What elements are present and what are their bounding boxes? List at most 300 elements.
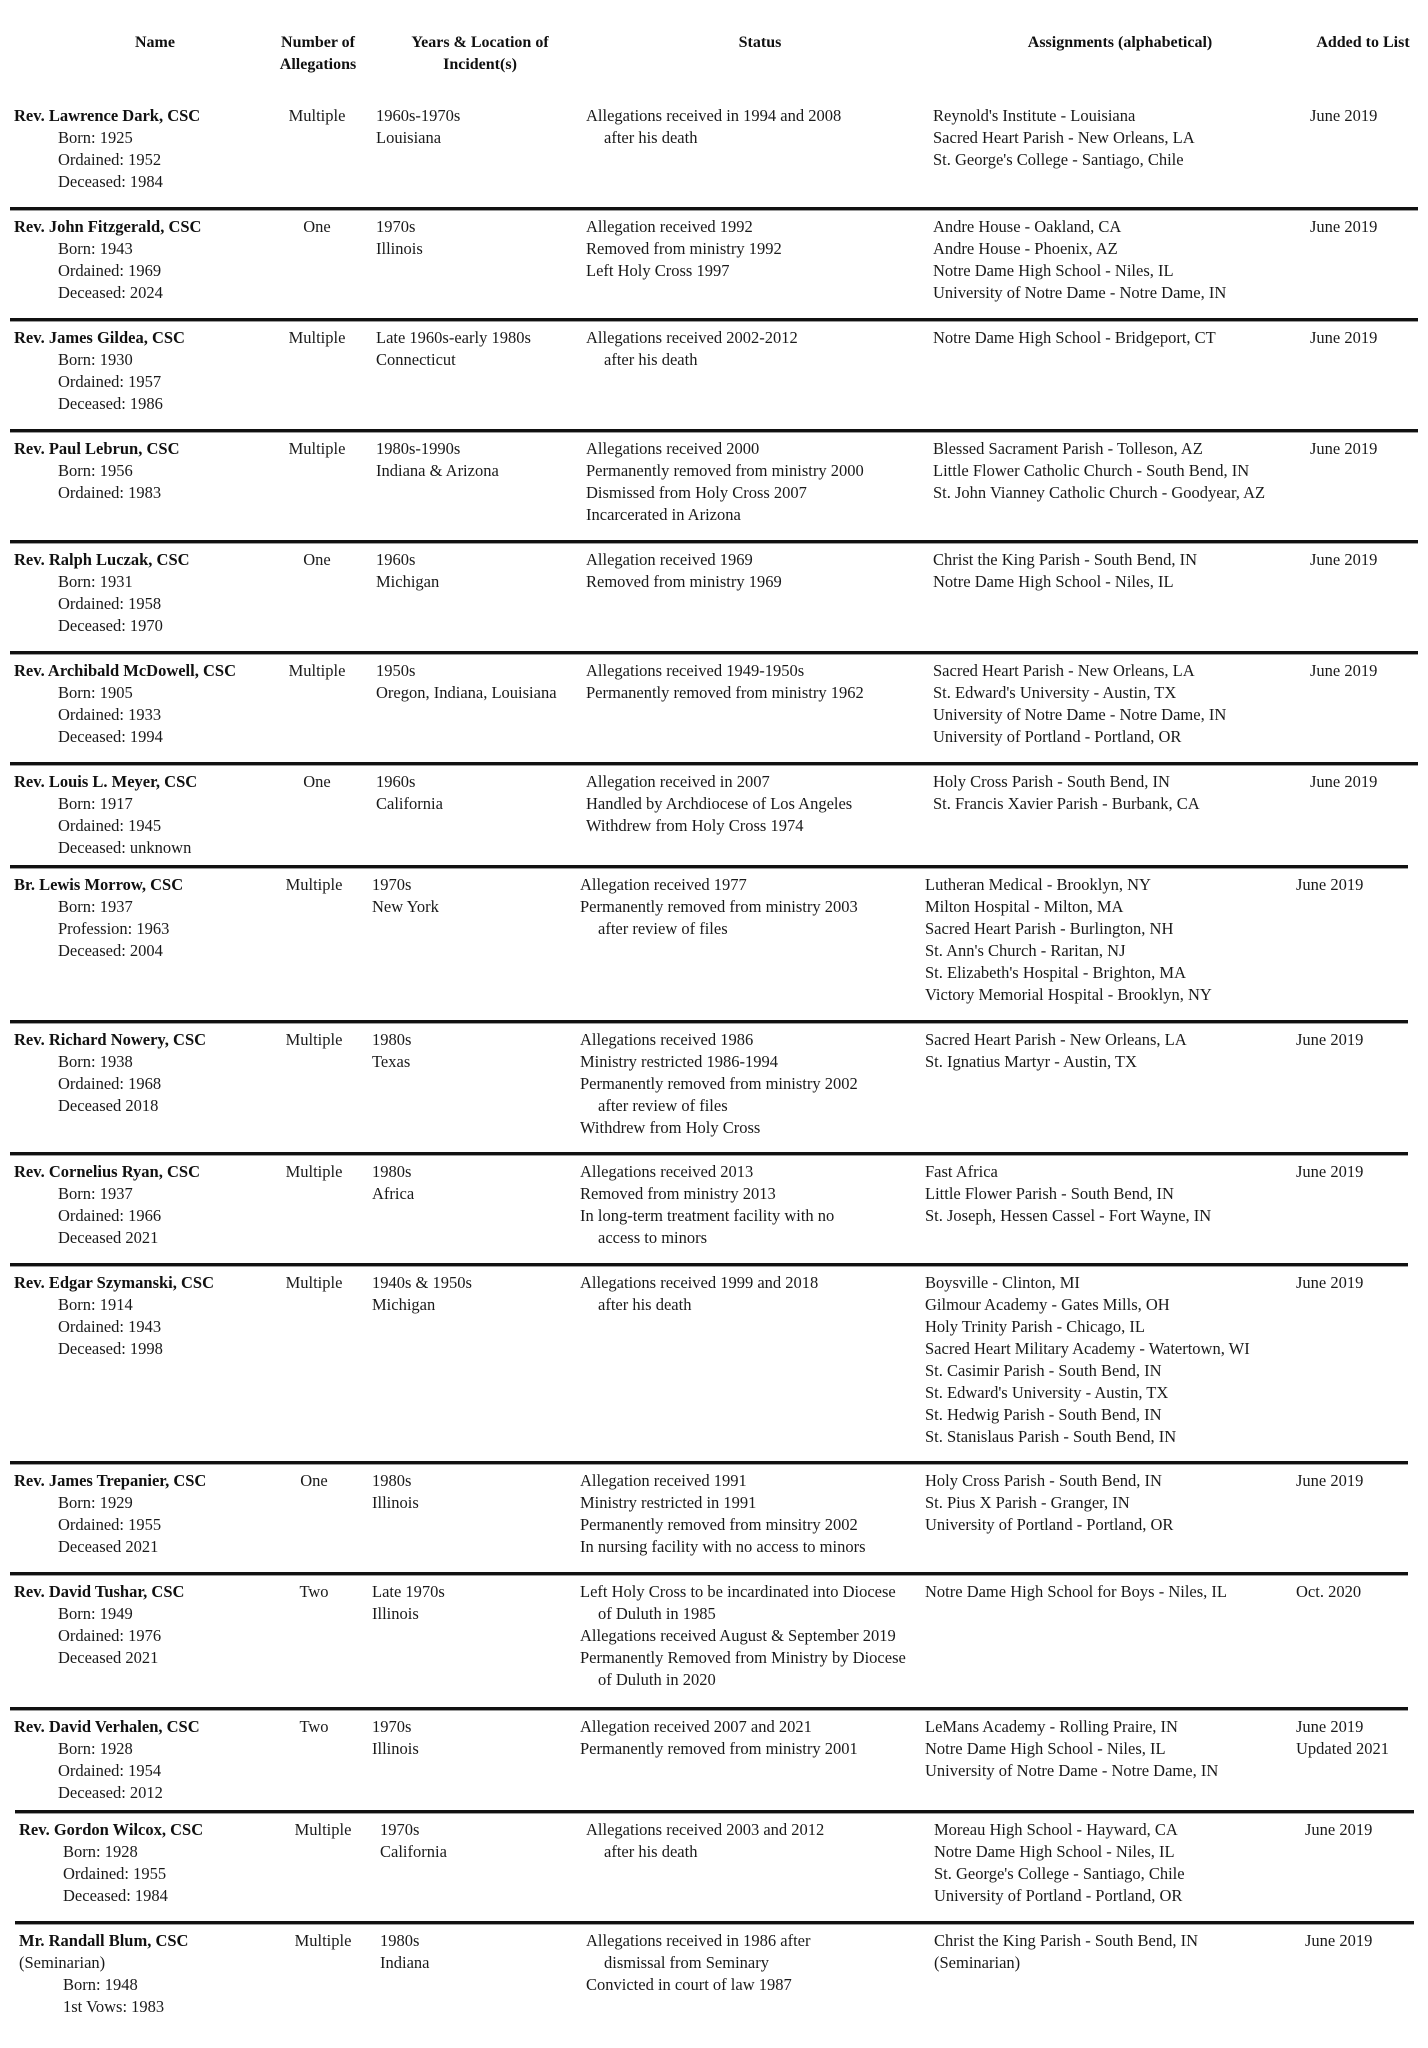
assignment-item: Little Flower Catholic Church - South Bend, IN: [933, 461, 1250, 480]
years-location-line: California: [376, 794, 443, 813]
allegation-count: Multiple: [288, 106, 346, 125]
status-line: Permanently removed from ministry 2002: [580, 1074, 858, 1093]
years-location-cell: [380, 1819, 447, 1863]
assignments-cell: [934, 1930, 1198, 1974]
allegation-count: Multiple: [285, 875, 343, 894]
added-to-list-cell: [1296, 874, 1363, 896]
years-location-cell: [376, 216, 423, 260]
assignment-item: Moreau High School - Hayward, CA: [934, 1820, 1178, 1839]
years-location-cell: [372, 1470, 419, 1514]
added-to-list-cell: [1310, 327, 1377, 349]
name-note: (Seminarian): [19, 1953, 106, 1972]
years-location-line: Indiana & Arizona: [376, 461, 499, 480]
status-line: Ministry restricted in 1991: [580, 1493, 757, 1512]
status-line: Allegation received 2007 and 2021: [580, 1717, 812, 1736]
added-to-list-cell: [1310, 216, 1377, 238]
added-to-list-cell: [1296, 1470, 1363, 1492]
allegation-count: Multiple: [288, 661, 346, 680]
added-date: June 2019: [1310, 439, 1378, 458]
row-separator: [10, 540, 1418, 544]
row-separator: [10, 318, 1418, 322]
added-to-list-cell: [1296, 1161, 1363, 1183]
assignment-item: University of Notre Dame - Notre Dame, IN: [933, 283, 1227, 302]
row-separator: [15, 1810, 1414, 1814]
added-date: June 2019: [1310, 328, 1378, 347]
name-cell: [14, 1716, 200, 1804]
added-to-list-cell: [1305, 1819, 1372, 1841]
status-line: Removed from ministry 1992: [586, 239, 782, 258]
assignment-item: Notre Dame High School - Niles, IL: [925, 1739, 1166, 1758]
assignments-cell: [925, 1716, 1218, 1782]
status-cell: [586, 1819, 824, 1863]
priest-detail: Ordained: 1968: [58, 1074, 162, 1093]
added-to-list-cell: [1310, 438, 1377, 460]
priest-detail: Ordained: 1958: [58, 594, 162, 613]
status-line: dismissal from Seminary: [604, 1953, 769, 1972]
header-number-line2: Allegations: [279, 56, 357, 73]
priest-detail: Deceased: unknown: [58, 838, 192, 857]
years-location-line: 1980s: [372, 1162, 412, 1181]
priest-detail: Born: 1905: [58, 683, 133, 702]
status-line: Incarcerated in Arizona: [586, 505, 741, 524]
years-location-cell: [376, 327, 531, 371]
name-cell: [14, 1581, 184, 1669]
name-cell: [14, 1161, 200, 1249]
years-location-cell: [376, 549, 439, 593]
priest-detail: Ordained: 1945: [58, 816, 162, 835]
row-separator: [10, 1020, 1408, 1024]
priest-detail: Deceased: 1970: [58, 616, 163, 635]
added-to-list-cell: [1310, 549, 1377, 571]
priest-name: Rev. Richard Nowery, CSC: [14, 1030, 207, 1049]
priest-detail: Profession: 1963: [58, 919, 170, 938]
years-location-cell: [372, 1161, 414, 1205]
name-cell: [14, 771, 197, 859]
years-location-cell: [372, 1716, 419, 1760]
assignment-item: (Seminarian): [934, 1953, 1021, 1972]
assignment-item: Reynold's Institute - Louisiana: [933, 106, 1136, 125]
status-line: Allegation received 1992: [586, 217, 753, 236]
added-date: June 2019: [1310, 772, 1378, 791]
status-line: after review of files: [598, 919, 728, 938]
added-date: June 2019: [1296, 1162, 1364, 1181]
priest-detail: Born: 1928: [58, 1739, 133, 1758]
row-separator: [10, 1572, 1408, 1576]
status-cell: [580, 1470, 866, 1558]
assignment-item: Milton Hospital - Milton, MA: [925, 897, 1124, 916]
name-cell: [14, 660, 236, 748]
assignment-item: St. Casimir Parish - South Bend, IN: [925, 1361, 1162, 1380]
priest-detail: Deceased: 1984: [58, 172, 163, 191]
assignment-item: University of Portland - Portland, OR: [925, 1515, 1174, 1534]
priest-detail: Deceased 2021: [58, 1537, 159, 1556]
priest-detail: Ordained: 1952: [58, 150, 162, 169]
priest-detail: Born: 1917: [58, 794, 133, 813]
assignment-item: St. Ignatius Martyr - Austin, TX: [925, 1052, 1137, 1071]
assignment-item: Notre Dame High School for Boys - Niles, IL: [925, 1582, 1227, 1601]
assignment-item: St. John Vianney Catholic Church - Goodyear, AZ: [933, 483, 1266, 502]
added-date: June 2019: [1296, 1273, 1364, 1292]
status-line: Left Holy Cross 1997: [586, 261, 730, 280]
status-line: Allegations received 2013: [580, 1162, 754, 1181]
priest-detail: 1st Vows: 1983: [63, 1997, 165, 2016]
status-cell: [580, 1716, 858, 1760]
status-cell: [586, 771, 852, 837]
status-cell: [580, 1161, 834, 1249]
status-line: of Duluth in 1985: [598, 1604, 716, 1623]
assignment-item: St. George's College - Santiago, Chile: [933, 150, 1184, 169]
assignment-item: LeMans Academy - Rolling Praire, IN: [925, 1717, 1178, 1736]
assignment-item: Sacred Heart Parish - New Orleans, LA: [925, 1030, 1187, 1049]
assignment-item: Sacred Heart Parish - Burlington, NH: [925, 919, 1174, 938]
priest-detail: Born: 1928: [63, 1842, 138, 1861]
allegation-count: One: [303, 217, 331, 236]
priest-detail: Born: 1930: [58, 350, 133, 369]
allegation-count: Multiple: [294, 1931, 352, 1950]
years-location-line: Illinois: [372, 1604, 419, 1623]
allegation-count: Two: [299, 1717, 329, 1736]
assignments-cell: [933, 549, 1197, 593]
priest-detail: Deceased 2018: [58, 1096, 159, 1115]
allegation-count: One: [300, 1471, 328, 1490]
status-line: of Duluth in 2020: [598, 1670, 716, 1689]
years-location-line: 1970s: [376, 217, 416, 236]
assignment-item: Notre Dame High School - Niles, IL: [934, 1842, 1175, 1861]
assignment-item: Notre Dame High School - Niles, IL: [933, 261, 1174, 280]
years-location-cell: [372, 1029, 411, 1073]
priest-detail: Ordained: 1954: [58, 1761, 162, 1780]
added-date: June 2019: [1310, 106, 1378, 125]
allegation-count: Multiple: [288, 439, 346, 458]
assignment-item: Sacred Heart Military Academy - Watertown, WI: [925, 1339, 1250, 1358]
added-to-list-cell: [1310, 105, 1377, 127]
status-line: after his death: [604, 350, 698, 369]
priest-detail: Born: 1937: [58, 897, 133, 916]
status-cell: [580, 874, 858, 940]
assignments-cell: [925, 1470, 1173, 1536]
added-to-list-cell: [1310, 660, 1377, 682]
years-location-line: Connecticut: [376, 350, 456, 369]
assignment-item: Fast Africa: [925, 1162, 998, 1181]
assignments-cell: [925, 874, 1212, 1006]
status-cell: [586, 660, 864, 704]
priest-detail: Deceased 2021: [58, 1648, 159, 1667]
status-line: Permanently removed from ministry 2003: [580, 897, 858, 916]
status-cell: [580, 1029, 858, 1139]
priest-detail: Born: 1956: [58, 461, 133, 480]
name-cell: [19, 1930, 188, 2018]
status-line: Withdrew from Holy Cross: [580, 1118, 761, 1137]
assignment-item: St. Ann's Church - Raritan, NJ: [925, 941, 1126, 960]
assignment-item: Boysville - Clinton, MI: [925, 1273, 1080, 1292]
assignment-item: Victory Memorial Hospital - Brooklyn, NY: [925, 985, 1212, 1004]
added-date: June 2019: [1296, 1717, 1364, 1736]
added-date: June 2019: [1305, 1931, 1373, 1950]
priest-detail: Deceased: 1998: [58, 1339, 163, 1358]
assignment-item: Holy Cross Parish - South Bend, IN: [925, 1471, 1162, 1490]
priest-name: Rev. Cornelius Ryan, CSC: [14, 1162, 200, 1181]
assignments-cell: [933, 216, 1226, 304]
added-date: Oct. 2020: [1296, 1582, 1362, 1601]
years-location-cell: [376, 105, 460, 149]
priest-detail: Born: 1943: [58, 239, 133, 258]
status-line: Withdrew from Holy Cross 1974: [586, 816, 804, 835]
years-location-cell: [376, 660, 557, 704]
status-line: Removed from ministry 1969: [586, 572, 782, 591]
priest-detail: Born: 1937: [58, 1184, 133, 1203]
years-location-line: Texas: [372, 1052, 411, 1071]
years-location-line: New York: [372, 897, 439, 916]
priest-name: Rev. Ralph Luczak, CSC: [14, 550, 190, 569]
status-line: Allegation received 1977: [580, 875, 747, 894]
status-line: Allegations received 2003 and 2012: [586, 1820, 825, 1839]
status-line: Permanently Removed from Ministry by Diocese: [580, 1648, 906, 1667]
priest-name: Rev. Louis L. Meyer, CSC: [14, 772, 198, 791]
years-location-line: 1950s: [376, 661, 416, 680]
years-location-line: California: [380, 1842, 447, 1861]
assignment-item: Blessed Sacrament Parish - Tolleson, AZ: [933, 439, 1203, 458]
priest-detail: Deceased 2021: [58, 1228, 159, 1247]
status-line: Allegations received August & September 2019: [580, 1626, 896, 1645]
status-cell: [580, 1581, 906, 1691]
added-date: June 2019: [1296, 875, 1364, 894]
priest-detail: Deceased: 1994: [58, 727, 163, 746]
priest-name: Rev. David Tushar, CSC: [14, 1582, 185, 1601]
years-location-line: 1970s: [380, 1820, 420, 1839]
years-location-line: 1970s: [372, 875, 412, 894]
status-cell: [586, 1930, 811, 1996]
added-date: June 2019: [1305, 1820, 1373, 1839]
added-date: Updated 2021: [1296, 1739, 1390, 1758]
years-location-line: Illinois: [372, 1739, 419, 1758]
years-location-line: Louisiana: [376, 128, 442, 147]
status-line: Allegations received 1999 and 2018: [580, 1273, 819, 1292]
assignment-item: St. Francis Xavier Parish - Burbank, CA: [933, 794, 1200, 813]
assignments-cell: [933, 105, 1195, 171]
assignment-item: University of Notre Dame - Notre Dame, IN: [933, 705, 1227, 724]
years-location-line: 1970s: [372, 1717, 412, 1736]
assignments-cell: [925, 1581, 1227, 1603]
status-cell: [586, 216, 782, 282]
added-date: June 2019: [1296, 1030, 1364, 1049]
priest-name: Mr. Randall Blum, CSC: [19, 1931, 189, 1950]
priest-detail: Ordained: 1955: [58, 1515, 162, 1534]
priest-detail: Ordained: 1955: [63, 1864, 167, 1883]
status-line: Handled by Archdiocese of Los Angeles: [586, 794, 853, 813]
added-to-list-cell: [1296, 1581, 1361, 1603]
name-cell: [14, 216, 201, 304]
status-line: Allegation received 1991: [580, 1471, 747, 1490]
years-location-line: 1960s-1970s: [376, 106, 461, 125]
years-location-line: 1980s: [380, 1931, 420, 1950]
added-to-list-cell: [1305, 1930, 1372, 1952]
allegation-count: Two: [299, 1582, 329, 1601]
years-location-cell: [376, 771, 443, 815]
header-number-of-allegations: [258, 32, 378, 76]
priest-detail: Deceased: 2004: [58, 941, 163, 960]
priest-name: Rev. James Gildea, CSC: [14, 328, 185, 347]
name-cell: [14, 1470, 206, 1558]
assignment-item: St. George's College - Santiago, Chile: [934, 1864, 1185, 1883]
assignments-cell: [925, 1161, 1211, 1227]
row-separator: [10, 1152, 1408, 1156]
assignment-item: Notre Dame High School - Bridgeport, CT: [933, 328, 1216, 347]
status-cell: [580, 1272, 818, 1316]
priest-name: Rev. Lawrence Dark, CSC: [14, 106, 201, 125]
status-cell: [586, 438, 864, 526]
years-location-line: 1980s: [372, 1030, 412, 1049]
priest-name: Rev. Edgar Szymanski, CSC: [14, 1273, 215, 1292]
assignment-item: University of Portland - Portland, OR: [934, 1886, 1183, 1905]
allegation-count: Multiple: [285, 1030, 343, 1049]
priest-detail: Born: 1949: [58, 1604, 133, 1623]
allegation-count: Multiple: [294, 1820, 352, 1839]
allegation-count: Multiple: [285, 1273, 343, 1292]
status-line: after his death: [598, 1295, 692, 1314]
assignment-item: St. Edward's University - Austin, TX: [933, 683, 1177, 702]
row-separator: [10, 762, 1418, 766]
name-cell: [14, 1029, 206, 1117]
allegation-count: One: [303, 772, 331, 791]
status-line: Allegations received in 1986 after: [586, 1931, 811, 1950]
header-years-location: [380, 32, 580, 76]
added-to-list-cell: [1296, 1716, 1389, 1760]
status-line: Dismissed from Holy Cross 2007: [586, 483, 807, 502]
assignment-item: Andre House - Oakland, CA: [933, 217, 1122, 236]
assignment-item: Gilmour Academy - Gates Mills, OH: [925, 1295, 1170, 1314]
added-to-list-cell: [1296, 1029, 1363, 1051]
status-line: Permanently removed from minsitry 2002: [580, 1515, 858, 1534]
priest-detail: Born: 1938: [58, 1052, 133, 1071]
assignment-item: Notre Dame High School - Niles, IL: [933, 572, 1174, 591]
priest-detail: Born: 1931: [58, 572, 133, 591]
status-line: Allegations received in 1994 and 2008: [586, 106, 842, 125]
row-separator: [10, 1707, 1408, 1711]
years-location-line: Indiana: [380, 1953, 430, 1972]
name-cell: [14, 327, 185, 415]
row-separator: [15, 1921, 1414, 1925]
assignments-cell: [925, 1029, 1187, 1073]
status-line: after his death: [604, 128, 698, 147]
priest-name: Br. Lewis Morrow, CSC: [14, 875, 184, 894]
assignment-item: Holy Trinity Parish - Chicago, IL: [925, 1317, 1146, 1336]
assignment-item: Sacred Heart Parish - New Orleans, LA: [933, 661, 1195, 680]
status-line: Allegations received 2002-2012: [586, 328, 798, 347]
header-number-line1: Number of: [281, 34, 355, 51]
name-cell: [14, 549, 190, 637]
added-date: June 2019: [1310, 550, 1378, 569]
status-line: Permanently removed from ministry 1962: [586, 683, 864, 702]
assignments-cell: [933, 327, 1216, 349]
assignments-cell: [933, 438, 1265, 504]
status-line: Allegations received 1949-1950s: [586, 661, 805, 680]
name-cell: [14, 105, 200, 193]
allegation-count: Multiple: [288, 328, 346, 347]
header-status: Status: [738, 34, 782, 51]
assignment-item: Christ the King Parish - South Bend, IN: [933, 550, 1197, 569]
status-line: Allegation received in 2007: [586, 772, 770, 791]
assignment-item: St. Stanislaus Parish - South Bend, IN: [925, 1427, 1177, 1446]
status-line: after review of files: [598, 1096, 728, 1115]
priest-detail: Ordained: 1943: [58, 1317, 162, 1336]
status-line: Ministry restricted 1986-1994: [580, 1052, 778, 1071]
years-location-cell: [372, 1272, 472, 1316]
years-location-line: 1960s: [376, 550, 416, 569]
priest-name: Rev. David Verhalen, CSC: [14, 1717, 200, 1736]
priest-detail: Born: 1929: [58, 1493, 133, 1512]
added-date: June 2019: [1310, 217, 1378, 236]
assignment-item: Andre House - Phoenix, AZ: [933, 239, 1118, 258]
years-location-cell: [372, 874, 439, 918]
priest-name: Rev. Archibald McDowell, CSC: [14, 661, 236, 680]
header-name: Name: [135, 34, 175, 51]
allegation-count: One: [303, 550, 331, 569]
priest-name: Rev. Gordon Wilcox, CSC: [19, 1820, 204, 1839]
assignment-item: Christ the King Parish - South Bend, IN: [934, 1931, 1198, 1950]
status-line: Permanently removed from ministry 2001: [580, 1739, 858, 1758]
header-years-line2: Incident(s): [443, 56, 517, 73]
priest-name: Rev. John Fitzgerald, CSC: [14, 217, 202, 236]
row-separator: [10, 865, 1408, 869]
added-to-list-cell: [1296, 1272, 1363, 1294]
header-years-line1: Years & Location of: [411, 34, 549, 51]
assignments-cell: [925, 1272, 1250, 1448]
years-location-line: Africa: [372, 1184, 415, 1203]
status-cell: [586, 327, 798, 371]
name-cell: [14, 1272, 214, 1360]
assignments-cell: [933, 771, 1200, 815]
priest-detail: Ordained: 1933: [58, 705, 162, 724]
assignment-item: University of Portland - Portland, OR: [933, 727, 1182, 746]
priest-detail: Born: 1914: [58, 1295, 133, 1314]
priest-detail: Born: 1925: [58, 128, 133, 147]
status-line: Left Holy Cross to be incardinated into Diocese: [580, 1582, 896, 1601]
status-line: access to minors: [598, 1228, 708, 1247]
status-line: Allegation received 1969: [586, 550, 753, 569]
assignment-item: St. Hedwig Parish - South Bend, IN: [925, 1405, 1162, 1424]
assignment-item: University of Notre Dame - Notre Dame, IN: [925, 1761, 1219, 1780]
name-cell: [19, 1819, 203, 1907]
allegation-count: Multiple: [285, 1162, 343, 1181]
status-line: Allegations received 2000: [586, 439, 760, 458]
years-location-line: Illinois: [372, 1493, 419, 1512]
years-location-line: 1980s: [372, 1471, 412, 1490]
assignment-item: St. Joseph, Hessen Cassel - Fort Wayne, IN: [925, 1206, 1212, 1225]
status-line: Allegations received 1986: [580, 1030, 754, 1049]
years-location-cell: [376, 438, 499, 482]
added-date: June 2019: [1310, 661, 1378, 680]
priest-detail: Ordained: 1969: [58, 261, 162, 280]
row-separator: [10, 429, 1418, 433]
status-cell: [586, 105, 841, 149]
row-separator: [10, 1461, 1408, 1465]
years-location-line: Michigan: [376, 572, 440, 591]
assignment-item: Little Flower Parish - South Bend, IN: [925, 1184, 1174, 1203]
years-location-line: Michigan: [372, 1295, 436, 1314]
header-added-to-list: Added to List: [1316, 34, 1410, 51]
added-date: June 2019: [1296, 1471, 1364, 1490]
years-location-line: Illinois: [376, 239, 423, 258]
assignments-cell: [933, 660, 1226, 748]
added-to-list-cell: [1310, 771, 1377, 793]
status-line: after his death: [604, 1842, 698, 1861]
priest-detail: Deceased: 1984: [63, 1886, 168, 1905]
assignment-item: Sacred Heart Parish - New Orleans, LA: [933, 128, 1195, 147]
row-separator: [10, 651, 1418, 655]
assignment-item: St. Pius X Parish - Granger, IN: [925, 1493, 1130, 1512]
assignment-item: Lutheran Medical - Brooklyn, NY: [925, 875, 1151, 894]
priest-detail: Ordained: 1957: [58, 372, 162, 391]
